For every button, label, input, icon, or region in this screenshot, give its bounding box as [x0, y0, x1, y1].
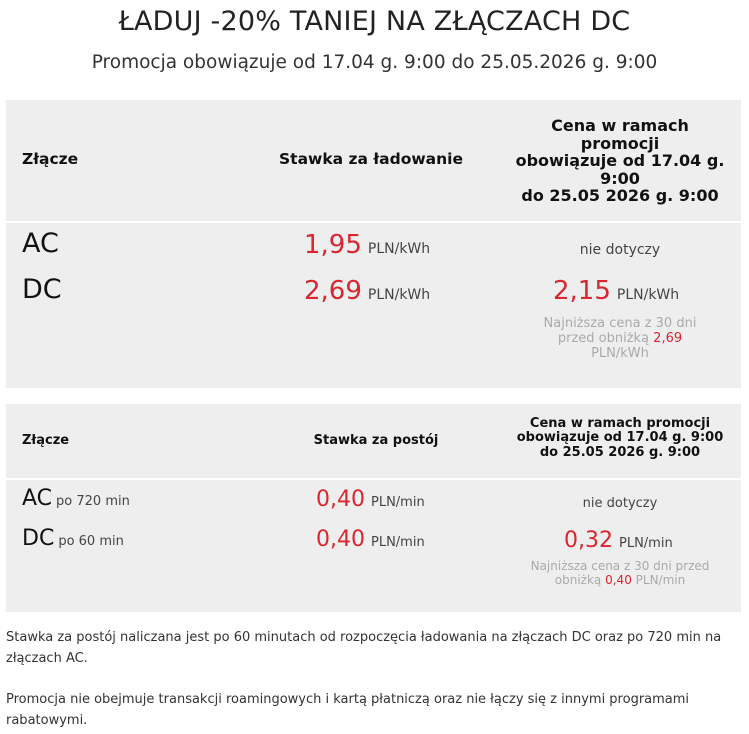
connector-name: DC	[22, 526, 55, 551]
price-value: 1,95	[304, 230, 362, 260]
price-unit: PLN/kWh	[367, 241, 431, 257]
promo-header-line: do 25.05 2026 g. 9:00	[539, 444, 701, 460]
price-value: 2,69	[304, 276, 362, 306]
promo-period-subtitle: Promocja obowiązuje od 17.04 g. 9:00 do 25.05.2026 g. 9:00	[91, 52, 658, 73]
price-unit: PLN/kWh	[367, 287, 431, 303]
connector-ac-label: AC	[22, 228, 59, 259]
lowest-price-note	[516, 317, 724, 362]
col-header-promo-price	[500, 417, 740, 460]
col-header-charging-rate: Stawka za ładowanie	[279, 150, 463, 168]
connector-name: AC	[22, 486, 53, 511]
ac-promo-not-applicable: nie dotyczy	[579, 242, 661, 258]
price-value: 0,40	[316, 527, 365, 552]
lowest-price-note	[500, 560, 740, 588]
dc-promo-price	[553, 276, 679, 306]
connector-dc-label: DC	[22, 274, 62, 305]
note-line: Najniższa cena z 30 dni przed	[530, 559, 710, 573]
col-header-connector: Złącze	[22, 433, 70, 448]
ac-parking-price	[316, 487, 425, 512]
promo-price-value: 2,15	[553, 276, 611, 306]
note-line: przed obniżką	[557, 330, 654, 346]
dc-promo-price	[564, 528, 673, 553]
parking-rate-table	[6, 404, 741, 612]
connector-threshold: po 720 min	[56, 494, 130, 509]
col-header-promo-price	[500, 117, 740, 205]
note-previous-price: 0,40	[605, 572, 632, 587]
note-unit: PLN/kWh	[591, 345, 649, 361]
promo-header-line: 9:00	[600, 168, 640, 188]
connector-threshold: po 60 min	[58, 534, 124, 549]
promo-header-line: Cena w ramach promocji	[529, 416, 711, 431]
parking-fee-info: Stawka za postój naliczana jest po 60 minutach od rozpoczęcia ładowania na złączach DC oraz po 720 min na złączach AC.	[6, 630, 722, 667]
price-unit: PLN/min	[370, 535, 425, 550]
dc-parking-price	[316, 527, 425, 552]
promo-header-line: Cena w ramach	[551, 116, 689, 135]
note-unit: PLN/min	[631, 572, 686, 587]
note-line: Najniższa cena z 30 dni	[543, 316, 697, 331]
promo-price-unit: PLN/kWh	[616, 287, 680, 303]
promo-exclusions-info: Promocja nie obejmuje transakcji roamingowych i kartą płatniczą oraz nie łączy się z innymi programami rabatowymi.	[6, 692, 690, 729]
dc-charging-price	[304, 276, 430, 306]
ac-promo-not-applicable: nie dotyczy	[582, 496, 658, 511]
promo-price-value: 0,32	[564, 528, 613, 553]
promo-price-unit: PLN/min	[618, 536, 673, 551]
col-header-parking-rate: Stawka za postój	[313, 433, 439, 448]
promo-header-line: do 25.05 2026 g. 9:00	[521, 186, 719, 206]
promo-header-line: obowiązuje od 17.04 g.	[515, 151, 725, 171]
price-value: 0,40	[316, 487, 365, 512]
connector-ac-label	[22, 486, 130, 511]
promo-header-line: promocji	[580, 133, 660, 153]
ac-charging-price	[304, 230, 430, 260]
charging-rate-table	[6, 100, 741, 388]
page-title: ŁADUJ -20% TANIEJ NA ZŁĄCZACH DC	[118, 6, 631, 37]
price-unit: PLN/min	[370, 495, 425, 510]
note-previous-price: 2,69	[653, 330, 683, 346]
header-divider	[6, 221, 741, 223]
header-divider	[6, 478, 741, 480]
connector-dc-label	[22, 526, 124, 551]
promo-header-line: obowiązuje od 17.04 g. 9:00	[516, 430, 724, 446]
col-header-connector: Złącze	[22, 150, 79, 168]
note-line: obniżką	[554, 572, 606, 587]
